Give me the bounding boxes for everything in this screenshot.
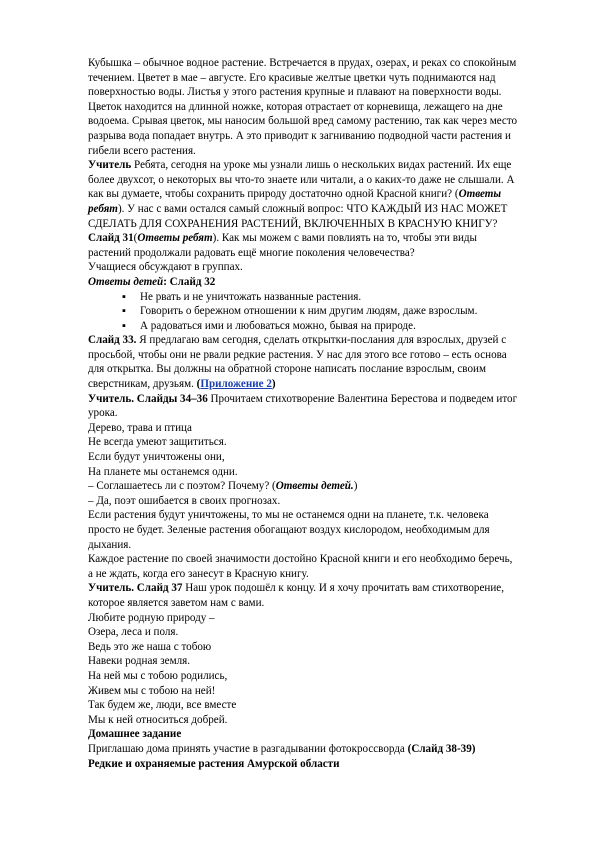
slides-34-36-text: Прочитаем стихотворение Валентина Берестова и подведем итог урока. [88, 392, 518, 420]
paragraph-children-answers [88, 275, 520, 290]
poem-line: Озера, леса и поля. [88, 626, 179, 639]
children-answers-marker: Ответы детей. [275, 480, 354, 493]
slide-33-text: Я предлагаю вам сегодня, сделать открытки-послания для взрослых, друзей с просьбой, чтобы они не рвали редкие растения. У нас для этого все готово – есть основа для открытка. Вы должны на обратной стороне написать послание взрослым, своим сверстникам, друзьям. [88, 334, 507, 391]
homework-text: Приглашаю дома принять участие в разгадывании фотокроссворда [88, 742, 408, 755]
document-page [88, 56, 520, 771]
answers-list [88, 290, 520, 334]
list-item [122, 319, 520, 334]
poem-line: На планете мы останемся одни. [88, 465, 238, 478]
slide-37-label: Учитель. Слайд 37 [88, 582, 183, 595]
paragraph-group-discussion: Учащиеся обсуждают в группах. [88, 261, 243, 274]
close-paren: ) [271, 378, 276, 391]
answer-marker: Ответы ребят [137, 232, 213, 245]
open-paren: ( [133, 232, 138, 245]
poem-line: Любите родную природу – [88, 611, 215, 624]
paragraph-slide-31 [88, 231, 520, 260]
paragraph-agree-question [88, 479, 520, 494]
slide-38-39-label: (Слайд 38-39) [407, 742, 476, 755]
bullet-icon: ▪ [122, 319, 126, 332]
poem-line: Дерево, трава и птица [88, 421, 192, 434]
paragraph-plants-destroyed: Если растения будут уничтожены, то мы не останемся одни на планете, т.к. человека просто не будет. Зеленые растения обогащают воздух кислородом, необходимым для дыхания. [88, 509, 490, 551]
paragraph-slides-34-36 [88, 392, 520, 421]
poem-line: Если будут уничтожены они, [88, 451, 225, 464]
children-answers-label: Ответы детей [88, 275, 164, 288]
homework-heading: Домашнее задание [88, 728, 182, 741]
poem-native-nature [88, 611, 520, 728]
slides-34-36-label: Учитель. Слайды 34–36 [88, 392, 208, 405]
paragraph-each-plant: Каждое растение по своей значимости достойно Красной книги и его необходимо беречь, а не ждать, когда его занесут в Красную книгу. [88, 553, 513, 580]
poem-berestov [88, 421, 520, 479]
poem-line: Мы к ней относиться добрей. [88, 713, 228, 726]
paragraph-slide-37 [88, 581, 520, 610]
teacher-label: Учитель [88, 159, 132, 172]
list-item-text: Говорить о бережном отношении к ним другим людям, даже взрослым. [140, 305, 478, 318]
slide-31-label: Слайд 31 [88, 232, 134, 245]
bullet-icon: ▪ [122, 305, 126, 318]
paragraph-teacher-question [88, 158, 520, 231]
list-item [122, 290, 520, 305]
crossword-title: Редкие и охраняемые растения Амурской области [88, 757, 340, 770]
open-paren: ( [196, 378, 201, 391]
poem-line: Живем мы с тобою на ней! [88, 684, 216, 697]
teacher-text-1: Ребята, сегодня на уроке мы узнали лишь о нескольких видах растений. Их еще более двухсот, о некоторых вы что-то знаете или читали, а о каких-то даже не слышали. А как вы думаете, чтобы сохранить природу достаточно одной Красной книги? ( [88, 159, 515, 201]
appendix-2-link[interactable]: Приложение 2 [200, 378, 272, 391]
slide-33-label: Слайд 33. [88, 334, 137, 347]
slide-31-text: ). Как мы можем с вами повлиять на то, чтобы эти виды растений продолжали радовать ещё многие поколения человечества? [88, 232, 477, 259]
list-item-text: А радоваться ими и любоваться можно, бывая на природе. [140, 319, 416, 332]
slide-32-label: Слайд 32 [169, 275, 216, 288]
poem-line: На ней мы с тобою родились, [88, 669, 228, 682]
slide-37-text: Наш урок подошёл к концу. И я хочу прочитать вам стихотворение, которое является заветом нам с вами. [88, 582, 504, 609]
teacher-text-2: ). У нас с вами остался самый сложный вопрос: ЧТО КАЖДЫЙ ИЗ НАС МОЖЕТ СДЕЛАТЬ ДЛЯ СОХРАНЕНИЯ РАСТЕНИЙ, ВКЛЮЧЕННЫХ В КРАСНУЮ КНИГУ? [88, 202, 508, 230]
list-item-text: Не рвать и не уничтожать названные растения. [140, 290, 362, 303]
poem-line: Так будем же, люди, все вместе [88, 699, 237, 712]
paragraph-homework [88, 742, 520, 757]
answer-marker: Ответы ребят [88, 188, 502, 215]
paragraph-slide-33 [88, 333, 520, 391]
bullet-icon: ▪ [122, 290, 126, 303]
close-paren: ) [353, 480, 358, 493]
poem-line: Не всегда умеют защититься. [88, 436, 227, 449]
poem-line: Навеки родная земля. [88, 655, 191, 668]
paragraph-kubyshka: Кубышка – обычное водное растение. Встречается в прудах, озерах, и реках со спокойным течением. Цветет в мае – августе. Его красивые желтые цветки чуть поднимаются над поверхностью воды. Листья у этого растения крупные и плавают на поверхности воды. Цветок находится на длинной ножке, которая отрастает от корневища, лежащего на дне водоема. Срывая цветок, мы наносим большой вред самому растению, так как через место разрыва вода попадает внутрь. А это приводит к загниванию подводной части растения и гибели всего растения. [88, 57, 518, 157]
separator: : [163, 275, 170, 288]
list-item [122, 304, 520, 319]
agree-question-text: – Соглашаетесь ли с поэтом? Почему? ( [88, 480, 276, 493]
paragraph-poet-mistake: – Да, поэт ошибается в своих прогнозах. [88, 494, 281, 507]
poem-line: Ведь это же наша с тобою [88, 640, 212, 653]
